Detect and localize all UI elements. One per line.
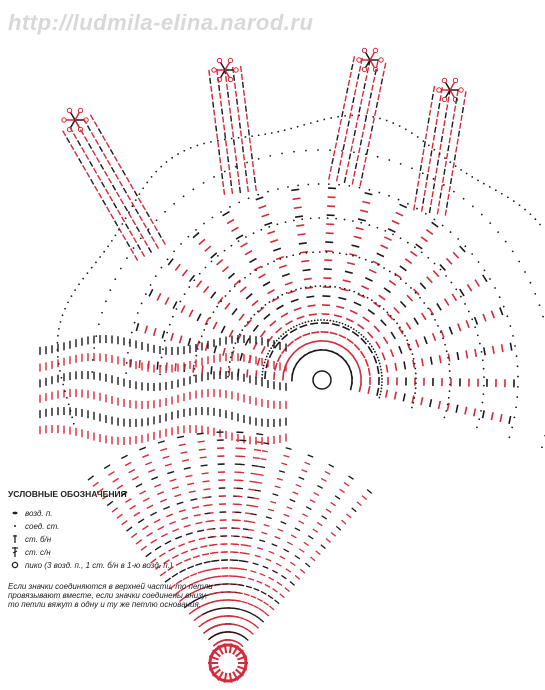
legend-note: Если значки соединяются в верхней части, то петли провязывают вместе, если значки соединены внизу, то петли вяжут в одну и ту же петлю основания. (8, 581, 213, 610)
outer-chain-contour (57, 115, 541, 425)
centre-ring (313, 371, 331, 389)
legend-item (8, 533, 213, 546)
legend-item-label: соед. ст. (25, 521, 60, 531)
watermark-url: http://ludmila-elina.narod.ru (8, 10, 314, 35)
legend-item (8, 546, 213, 559)
legend-item-label: ст. б/н (25, 534, 52, 544)
petal-left (62, 108, 166, 260)
legend (8, 490, 213, 609)
petal-right (414, 78, 466, 215)
double-crochet-icon (8, 546, 22, 558)
picot-icon (8, 561, 22, 569)
legend-item-label: возд. п. (25, 508, 53, 518)
single-crochet-icon (8, 534, 22, 544)
legend-item (8, 507, 213, 520)
legend-item-label: ст. с/н (25, 547, 51, 557)
left-border-rows (40, 335, 286, 445)
petal-upper-right (329, 48, 386, 186)
legend-item (8, 520, 213, 533)
legend-item (8, 559, 213, 572)
chain-stitch-icon (8, 511, 22, 515)
petal-top (209, 58, 256, 195)
legend-title: УСЛОВНЫЕ ОБОЗНАЧЕНИЯ (8, 489, 127, 499)
base-ring-motif (208, 643, 248, 682)
slip-stitch-icon (8, 525, 22, 527)
legend-item-label: пико (3 возд. п., 1 ст. б/н в 1-ю возд. п.) (25, 560, 173, 570)
